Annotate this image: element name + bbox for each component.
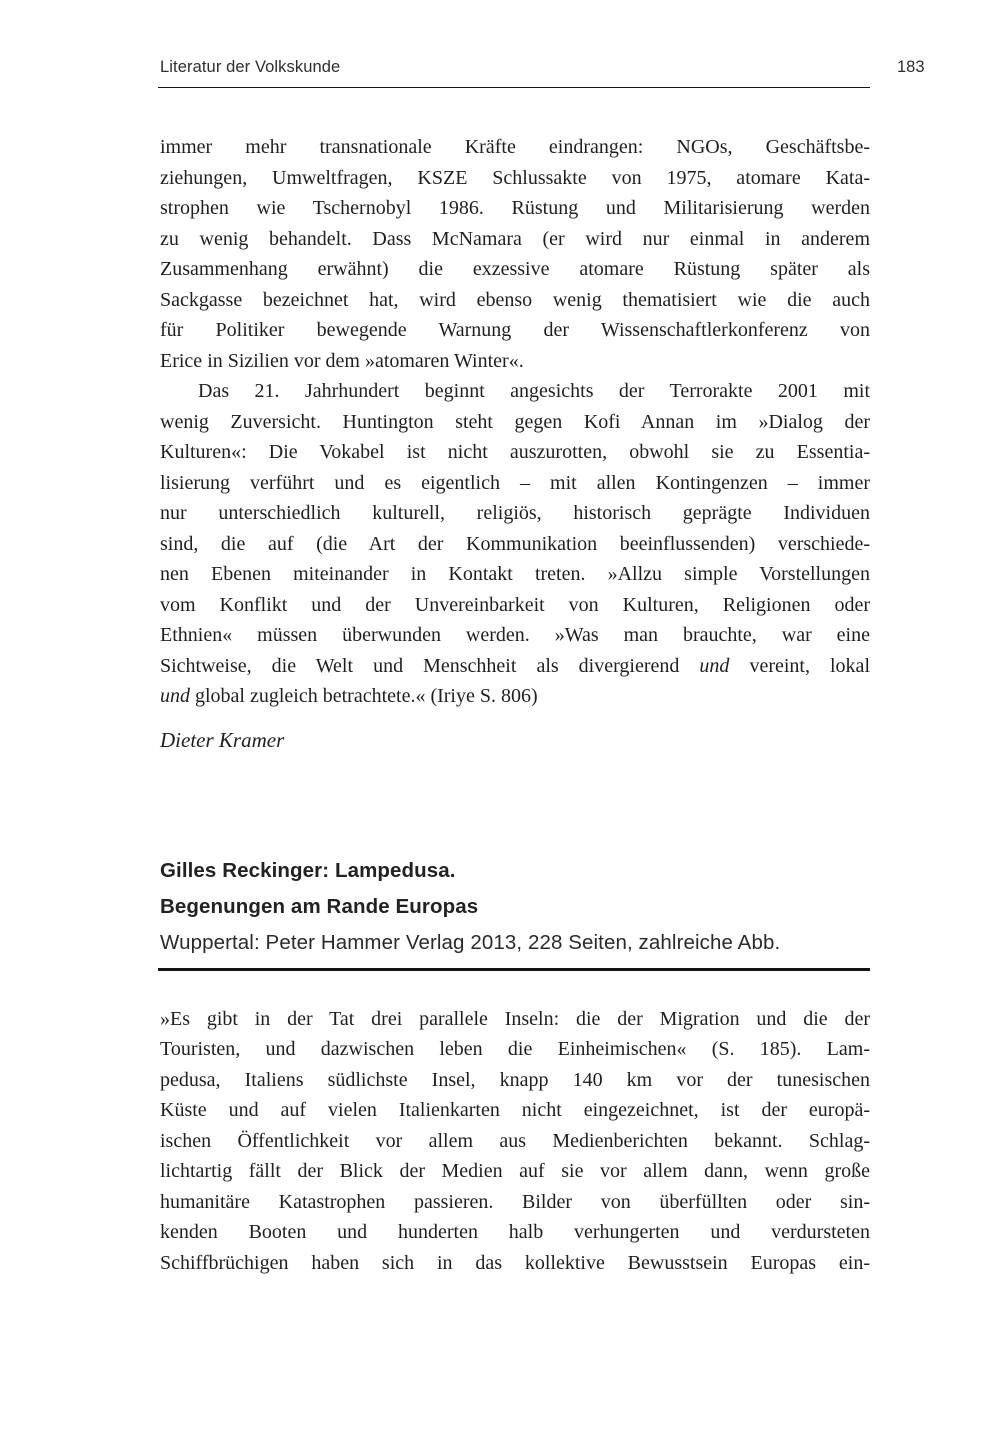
text-line: strophen wie Tschernobyl 1986. Rüstung und Militarisierung werden <box>160 197 870 219</box>
review-paragraph-new <box>160 1004 870 1279</box>
text-line: für Politiker bewegende Warnung der Wissenschaftlerkonferenz von <box>160 319 870 341</box>
text-line: wenig Zuversicht. Huntington steht gegen Kofi Annan im »Dialog der <box>160 410 870 433</box>
page-number: 183 <box>897 58 925 76</box>
text-line: nur unterschiedlich kulturell, religiös, historisch geprägte Individuen <box>160 502 870 524</box>
text-line: Das 21. Jahrhundert beginnt angesichts der Terrorakte 2001 mit <box>198 380 870 402</box>
text-line: Sackgasse bezeichnet hat, wird ebenso wenig thematisiert wie die auch <box>160 288 870 311</box>
text-line: und global zugleich betrachtete.« (Iriye S. 806) <box>160 685 538 707</box>
text-line: nen Ebenen miteinander in Kontakt treten. »Allzu simple Vorstellungen <box>160 563 870 585</box>
section-rule <box>158 968 870 971</box>
text-line: ischen Öffentlichkeit vor allem aus Medienberichten bekannt. Schlag- <box>160 1129 870 1152</box>
text-line: zu wenig behandelt. Dass McNamara (er wird nur einmal in anderem <box>160 227 870 250</box>
text-line: Küste und auf vielen Italienkarten nicht eingezeichnet, ist der europä- <box>160 1099 870 1121</box>
text-line: Touristen, und dazwischen leben die Einheimischen« (S. 185). Lam- <box>160 1038 870 1060</box>
book-heading-block <box>160 853 870 961</box>
text-line: Erice in Sizilien vor dem »atomaren Winter«. <box>160 349 524 372</box>
text-line: vom Konflikt und der Unvereinbarkeit von Kulturen, Religionen oder <box>160 593 870 616</box>
text-line: pedusa, Italiens südlichste Insel, knapp 140 km vor der tunesischen <box>160 1068 870 1091</box>
header-rule <box>158 87 870 88</box>
text-line: »Es gibt in der Tat drei parallele Inseln: die der Migration und die der <box>160 1007 870 1030</box>
running-header: Literatur der Volkskunde <box>160 58 341 76</box>
text-line: lisierung verführt und es eigentlich – mit allen Kontingenzen – immer <box>160 471 870 494</box>
book-author-title: Gilles Reckinger: Lampedusa. <box>160 858 456 882</box>
text-line: immer mehr transnationale Kräfte eindrangen: NGOs, Geschäftsbe- <box>160 136 870 158</box>
text-line: Kulturen«: Die Vokabel ist nicht auszurotten, obwohl sie zu Essentia- <box>160 441 870 463</box>
book-subtitle: Begenungen am Rande Europas <box>160 894 479 918</box>
reviewer-signature: Dieter Kramer <box>160 727 285 752</box>
text-line: lichtartig fällt der Blick der Medien auf sie vor allem dann, wenn große <box>160 1160 870 1182</box>
text-line: humanitäre Katastrophen passieren. Bilder von überfüllten oder sin- <box>160 1190 870 1213</box>
text-line: Zusammenhang erwähnt) die exzessive atomare Rüstung später als <box>160 258 870 280</box>
book-imprint: Wuppertal: Peter Hammer Verlag 2013, 228 Seiten, zahlreiche Abb. <box>160 930 781 954</box>
text-line: Sichtweise, die Welt und Menschheit als divergierend und vereint, lokal <box>160 654 870 677</box>
text-line: kenden Booten und hunderten halb verhungerten und verdursteten <box>160 1221 870 1243</box>
review-paragraph-continuation <box>160 132 870 376</box>
text-line: ziehungen, Umweltfragen, KSZE Schlussakte von 1975, atomare Kata- <box>160 166 870 189</box>
text-column <box>160 132 870 1278</box>
text-line: Schiffbrüchigen haben sich in das kollektive Bewusstsein Europas ein- <box>160 1251 870 1274</box>
review-paragraph-2 <box>160 376 870 712</box>
text-line: Ethnien« müssen überwunden werden. »Was man brauchte, war eine <box>160 624 870 646</box>
text-line: sind, die auf (die Art der Kommunikation beeinflussenden) verschiede- <box>160 532 870 555</box>
